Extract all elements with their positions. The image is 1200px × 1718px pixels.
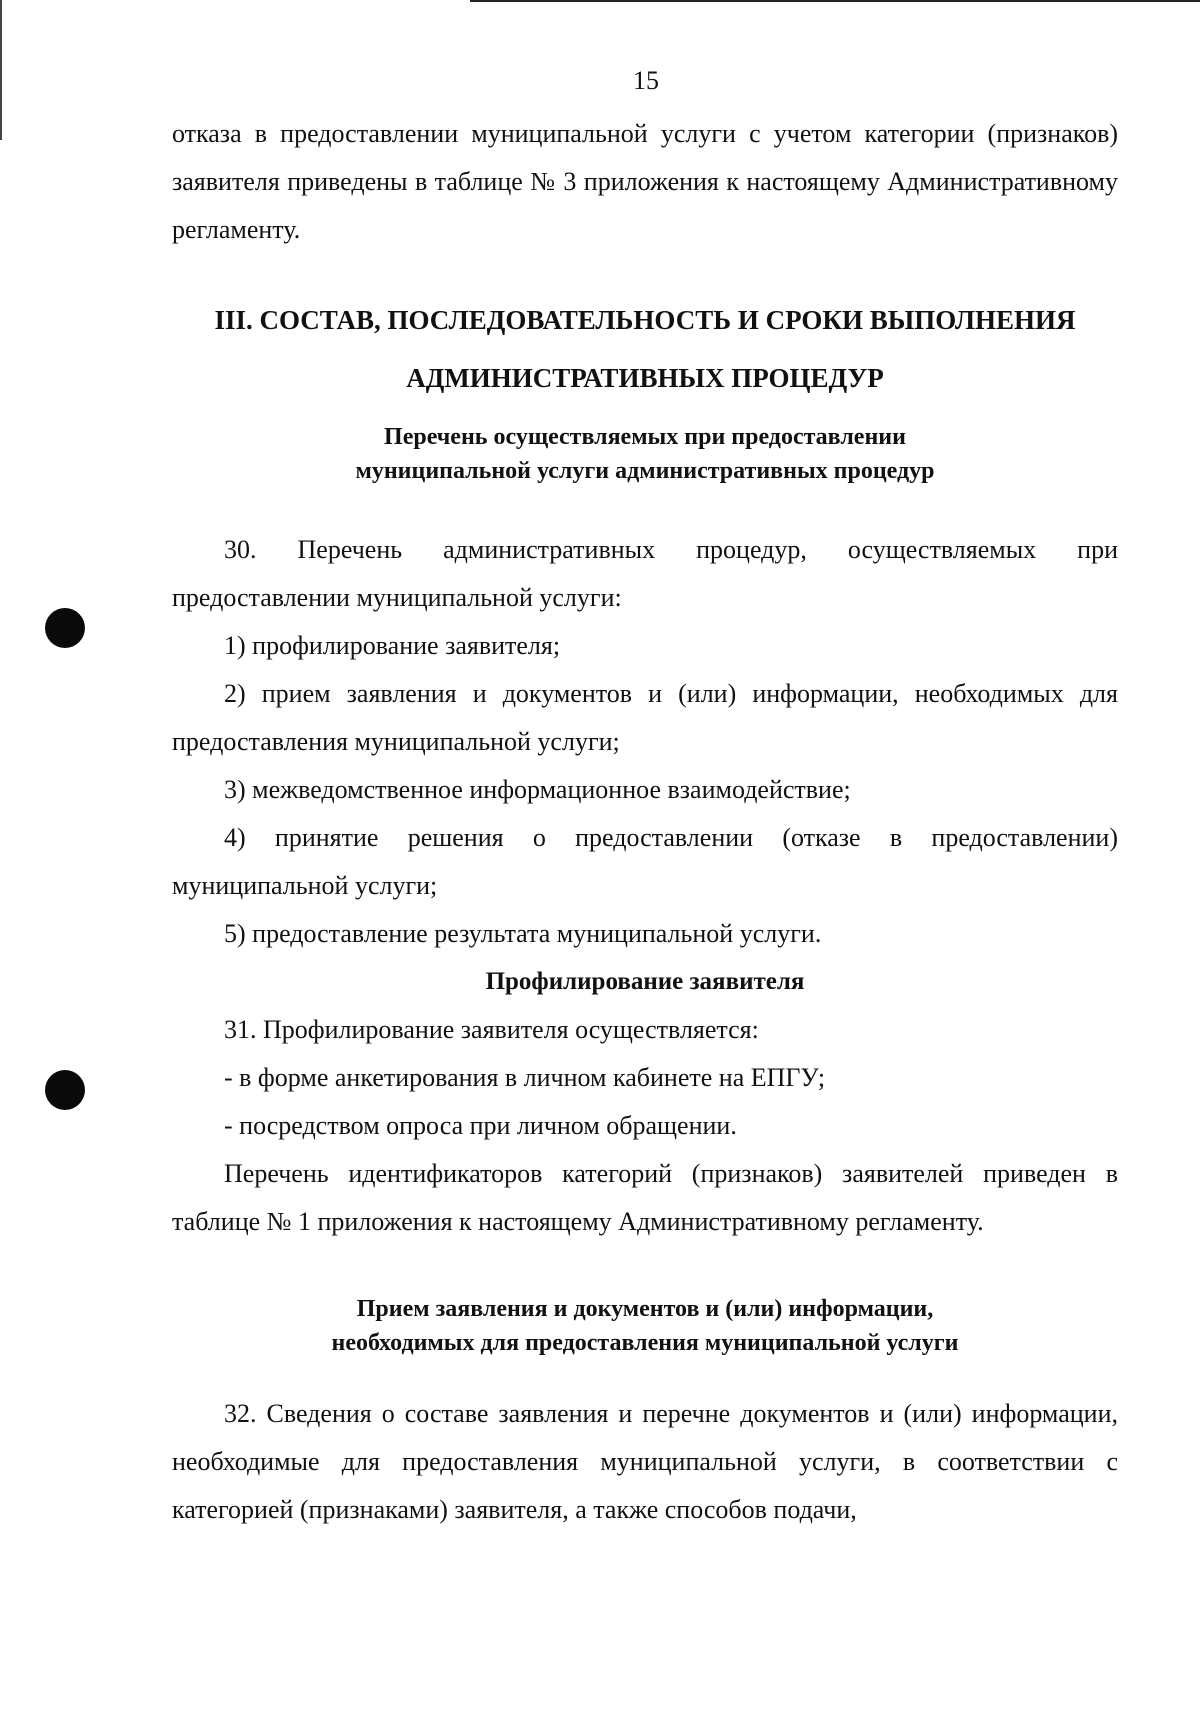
procedure-step: 3) межведомственное информационное взаимодействие; [224, 775, 851, 804]
page-content [172, 110, 1118, 1534]
procedure-step: 2) прием заявления и документов и (или) информации, необходимых для предоставления муниципальной услуги; [172, 679, 1118, 756]
intro-paragraph: отказа в предоставлении муниципальной услуги с учетом категории (признаков) заявителя приведены в таблице № 3 приложения к настоящему Административному регламенту. [172, 119, 1118, 244]
item31-intro: 31. Профилирование заявителя осуществляется: [224, 1015, 759, 1044]
item32-text: 32. Сведения о составе заявления и перечне документов и (или) информации, необходимые для предоставления муниципальной услуги, в соответствии с категорией (признаками) заявителя, а также способов подачи, [172, 1399, 1118, 1524]
item31-note: Перечень идентификаторов категорий (признаков) заявителей приведен в таблице № 1 приложения к настоящему Административному регламенту. [172, 1159, 1118, 1236]
subheading-procedures-line2: муниципальной услуги административных процедур [355, 458, 935, 484]
procedure-step: 5) предоставление результата муниципальной услуги. [224, 919, 822, 948]
punch-hole-mark [45, 1070, 85, 1110]
punch-hole-mark [45, 608, 85, 648]
procedure-step: 4) принятие решения о предоставлении (отказе в предоставлении) муниципальной услуги; [172, 823, 1118, 900]
section-heading-line1: III. СОСТАВ, ПОСЛЕДОВАТЕЛЬНОСТЬ И СРОКИ ВЫПОЛНЕНИЯ [214, 305, 1076, 335]
item30-intro: 30. Перечень административных процедур, осуществляемых при предоставлении муниципальной услуги: [172, 535, 1118, 612]
subheading-procedures-line1: Перечень осуществляемых при предоставлении [384, 424, 906, 450]
subheading-profiling: Профилирование заявителя [485, 968, 805, 995]
profiling-method: - посредством опроса при личном обращении. [224, 1111, 737, 1140]
profiling-method: - в форме анкетирования в личном кабинете на ЕПГУ; [224, 1063, 826, 1092]
section-heading-line2: АДМИНИСТРАТИВНЫХ ПРОЦЕДУР [406, 363, 884, 393]
page-number: 15 [633, 66, 659, 95]
subheading-reception-line2: необходимых для предоставления муниципальной услуги [331, 1330, 959, 1356]
procedure-step: 1) профилирование заявителя; [224, 631, 561, 660]
subheading-reception-line1: Прием заявления и документов и (или) информации, [356, 1296, 934, 1322]
top-edge-rule [470, 0, 1200, 2]
